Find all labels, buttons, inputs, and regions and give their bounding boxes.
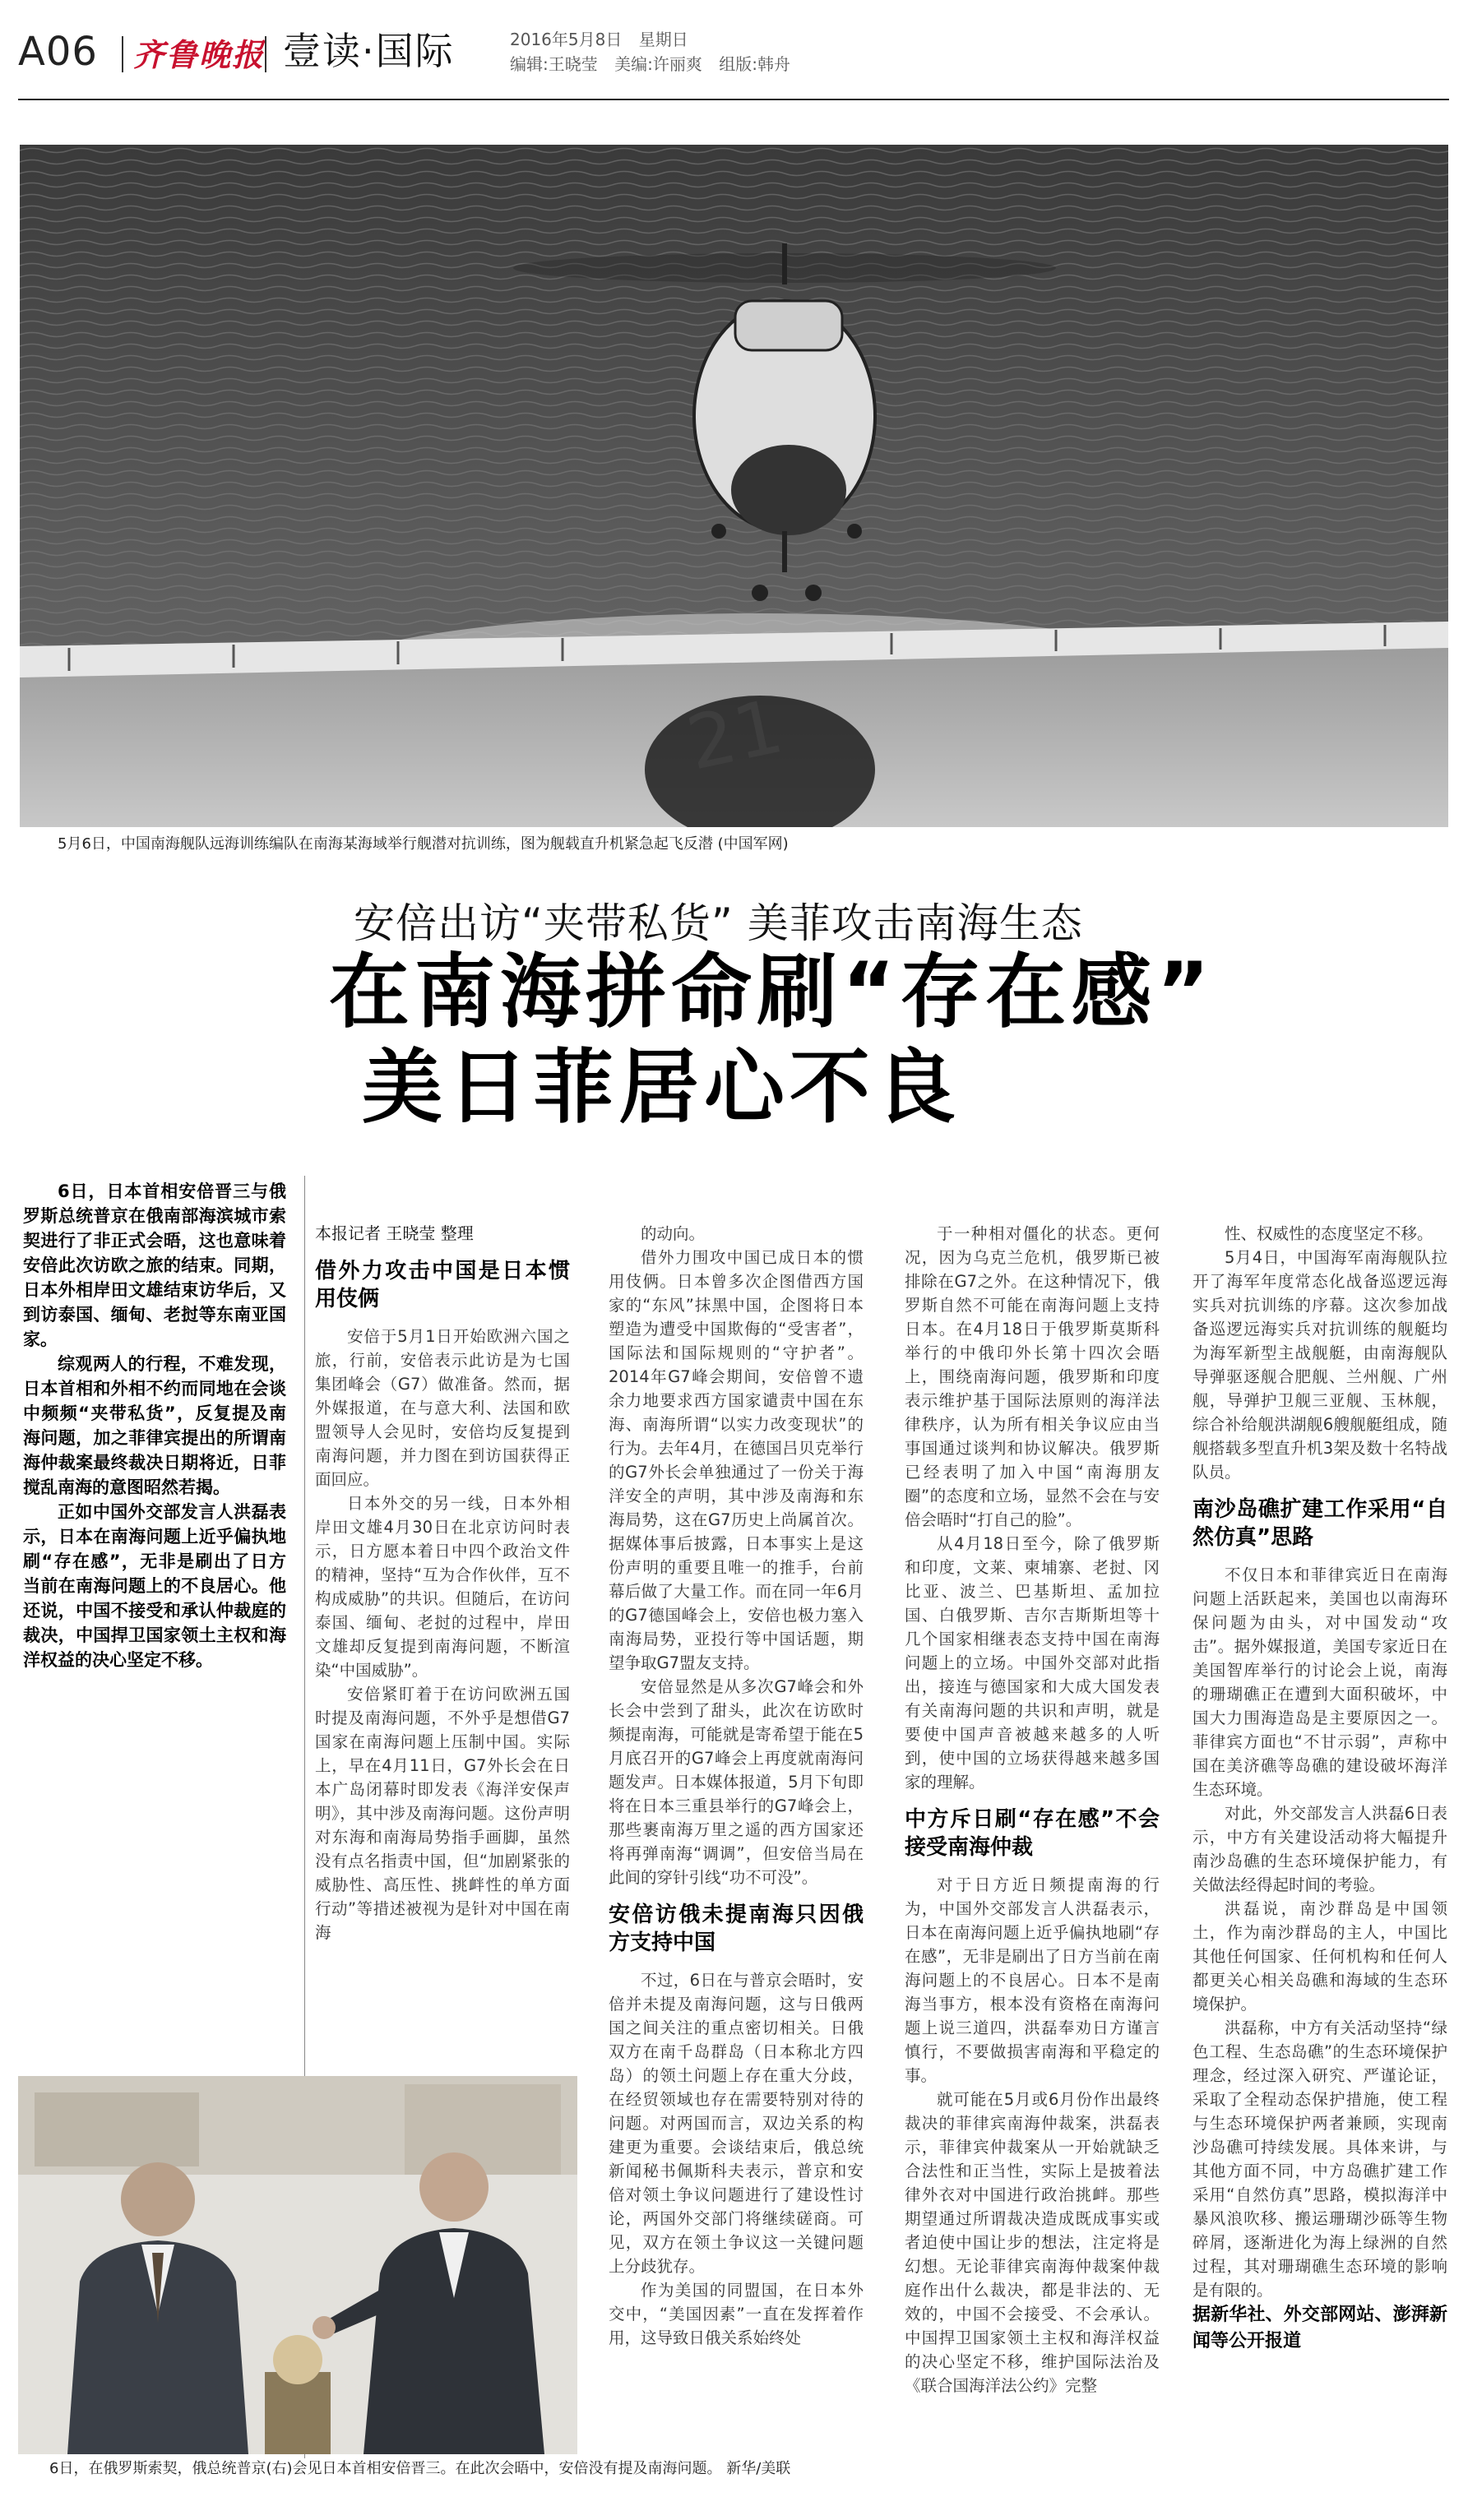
newspaper-logo: 齐鲁晚报 [133,36,266,73]
layout-editor: 组版:韩舟 [719,54,790,74]
headline-title: 在南海拼命刷“存在感” [329,946,1215,1039]
body-paragraph: 日本外交的另一线，日本外相岸田文雄4月30日在北京访问时表示，日方愿本着日中四个政治文件的精神，坚持“互为合作伙伴，互不构成威胁”的共识。但随后，在访问泰国、缅甸、老挝的过程中，岸田文雄却反复提到南海问题，不断渲染“中国威胁”。 [315,1494,570,1680]
header-divider [265,36,266,72]
body-paragraph: 对此，外交部发言人洪磊6日表示，中方有关建设活动将大幅提升南沙岛礁的生态环境保护能力，有关做法经得起时间的考验。 [1192,1804,1447,1894]
lead-paragraph: 正如中国外交部发言人洪磊表示，日本在南海问题上近乎偏执地刷“存在感”，无非是刷出了日方当前在南海问题上的不良居心。他还说，中国不接受和承认仲裁庭的裁决，中国捍卫国家领土主权和海洋权益的决心坚定不移。 [23,1502,286,1670]
header-rule [18,99,1449,100]
editor-credits [510,51,790,75]
article-column [905,1222,1160,2496]
body-paragraph: 性、权威性的态度坚定不移。 [1225,1224,1433,1243]
subheading: 借外力攻击中国是日本惯用伎俩 [315,1259,570,1311]
body-paragraph: 对于日方近日频提南海的行为，中国外交部发言人洪磊表示，日本在南海问题上近乎偏执地刷“存在感”，无非是刷出了日方当前在南海问题上的不良居心。日本不是南海当事方，根本没有资格在南海问题上说三道四，洪磊奉劝日方谨言慎行，不要做损害南海和平稳定的事。 [905,1875,1160,2085]
page-number: A06 [18,29,98,75]
body-paragraph: 安倍于5月1日开始欧洲六国之旅，行前，安倍表示此访是为七国集团峰会（G7）做准备。然而，据外媒报道，在与意大利、法国和欧盟领导人会见时，安倍均反复提到南海问题，并力图在到访国获得正面回应。 [315,1327,570,1489]
body-paragraph: 不仅日本和菲律宾近日在南海问题上活跃起来，美国也以南海环保问题为由头，对中国发动“攻击”。据外媒报道，美国专家近日在美国智库举行的讨论会上说，南海的珊瑚礁正在遭到大面积破坏，中国大力围海造岛是主要原因之一。菲律宾方面也“不甘示弱”，声称中国在美济礁等岛礁的建设破坏海洋生态环境。 [1192,1565,1447,1799]
body-paragraph: 不过，6日在与普京会晤时，安倍并未提及南海问题，这与日俄两国之间关注的重点密切相关。日俄双方在南千岛群岛（日本称北方四岛）的领土问题上存在重大分歧，在经贸领域也存在需要特别对待的问题。对两国而言，双边关系的构建更为重要。会谈结束后，俄总统新闻秘书佩斯科夫表示，普京和安倍对领土争议问题进行了建设性讨论，两国外交部门将继续磋商。可见，双方在领土争议这一关键问题上分歧犹存。 [609,1971,864,2276]
article-column [609,1222,864,2496]
body-paragraph: 安倍显然是从多次G7峰会和外长会中尝到了甜头，此次在访欧时频提南海，可能就是寄希望于能在5月底召开的G7峰会上再度就南海问题发声。日本媒体报道，5月下旬即将在日本三重县举行的G7峰会上，那些裹南海万里之遥的西方国家还将再弹南海“调调”，但安倍当局在此间的穿针引线“功不可没”。 [609,1677,864,1887]
body-paragraph: 的动向。 [641,1224,706,1243]
art-editor: 美编:许丽爽 [614,54,702,74]
helicopter-photo [20,145,1448,827]
body-paragraph: 于一种相对僵化的状态。更何况，因为乌克兰危机，俄罗斯已被排除在G7之外。在这种情况下，俄罗斯自然不可能在南海问题上支持日本。在4月18日于俄罗斯莫斯科举行的中俄印外长第十四次会晤上，围绕南海问题，俄罗斯和印度表示维护基于国际法原则的海洋法律秩序，认为所有相关争议应由当事国通过谈判和协议解决。俄罗斯已经表明了加入中国“南海朋友圈”的态度和立场，显然不会在与安倍会晤时“打自己的脸”。 [905,1224,1160,1529]
subheading: 安倍访俄未提南海只因俄方支持中国 [609,1903,864,1955]
photo-caption: 6日，在俄罗斯索契，俄总统普京(右)会见日本首相安倍晋三。在此次会晤中，安倍没有提及南海问题。 新华/美联 [49,2460,791,2477]
body-paragraph: 洪磊说，南沙群岛是中国领土，作为南沙群岛的主人，中国比其他任何国家、任何机构和任何人都更关心相关岛礁和海域的生态环境保护。 [1192,1899,1447,2014]
byline: 本报记者 王晓莹 整理 [315,1223,474,1243]
photo-caption: 5月6日，中国南海舰队远海训练编队在南海某海域举行舰潜对抗训练，图为舰载直升机紧急起飞反潜 (中国军网) [58,835,789,853]
meeting-photo [18,2076,577,2454]
body-paragraph: 借外力围攻中国已成日本的惯用伎俩。日本曾多次企图借西方国家的“东风”抹黑中国，企图将日本塑造为遭受中国欺侮的“受害者”，国际法和国际规则的“守护者”。2014年G7峰会期间，安倍曾不遗余力地要求西方国家谴责中国在东海、南海所谓“以实力改变现状”的行为。去年4月，在德国吕贝克举行的G7外长会单独通过了一份关于海洋安全的声明，其中涉及南海和东海局势，这在G7历史上尚属首次。据媒体事后披露，日本事实上是这份声明的重要且唯一的推手，台前幕后做了大量工作。而在同一年6月的G7德国峰会上，安倍也极力塞入南海局势，亚投行等中国话题，期望争取G7盟友支持。 [609,1248,864,1672]
editor: 编辑:王晓莹 [510,54,598,74]
header-divider [122,36,123,72]
headline-title: 美日菲居心不良 [362,1041,961,1135]
body-paragraph: 从4月18日至今，除了俄罗斯和印度，文莱、柬埔寨、老挝、冈比亚、波兰、巴基斯坦、孟加拉国、白俄罗斯、吉尔吉斯斯坦等十几个国家相继表态支持中国在南海问题上的立场。中国外交部对此指出，接连与德国家和大成大国发表有关南海问题的共识和声明，就是要使中国声音被越来越多的人听到，使中国的立场获得越来越多国家的理解。 [905,1534,1160,1792]
subheading: 南沙岛礁扩建工作采用“自然仿真”思路 [1192,1497,1447,1550]
article-column [315,1222,570,2052]
headline-kicker: 安倍出访“夹带私货” 美菲攻击南海生态 [354,899,1083,947]
subheading: 中方斥日刷“存在感”不会接受南海仲裁 [905,1807,1160,1860]
weekday: 星期日 [638,30,688,49]
body-paragraph: 就可能在5月或6月份作出最终裁决的菲律宾南海仲裁案，洪磊表示，菲律宾仲裁案从一开始就缺乏合法性和正当性，实际上是披着法律外衣对中国进行政治挑衅。那些期望通过所谓裁决造成既成事实或者迫使中国让步的想法，注定将是幻想。无论菲律宾南海仲裁案仲裁庭作出什么裁决，都是非法的、无效的，中国不会接受、不会承认。中国捍卫国家领土主权和海洋权益的决心坚定不移，维护国际法治及《联合国海洋法公约》完整 [905,2090,1160,2395]
body-paragraph: 作为美国的同盟国，在日本外交中，“美国因素”一直在发挥着作用，这导致日俄关系始终处 [609,2281,864,2347]
body-paragraph: 5月4日，中国海军南海舰队拉开了海军年度常态化战备巡逻远海实兵对抗训练的序幕。这次参加战备巡逻远海实兵对抗训练的舰艇均为海军新型主战舰艇，由南海舰队导弹驱逐舰合肥舰、兰州舰、广州舰，导弹护卫舰三亚舰、玉林舰，综合补给舰洪湖舰6艘舰艇组成，随舰搭载多型直升机3架及数十名特战队员。 [1192,1248,1447,1482]
lead-paragraph: 6日，日本首相安倍晋三与俄罗斯总统普京在俄南部海滨城市索契进行了非正式会晤，这也意味着安倍此次访欧之旅的结束。同期，日本外相岸田文雄结束访华后，又到访泰国、缅甸、老挝等东南亚国家。 [23,1181,286,1349]
source-credit: 据新华社、外交部网站、澎湃新闻等公开报道 [1192,2305,1447,2351]
body-paragraph: 安倍紧盯着于在访问欧洲五国时提及南海问题，不外乎是想借G7国家在南海问题上压制中国。实际上，早在4月11日，G7外长会在日本广岛闭幕时即发表《海洋安保声明》，其中涉及南海问题。这份声明对东海和南海局势指手画脚，虽然没有点名指责中国，但“加剧紧张的威胁性、高压性、挑衅性的单方面行动”等措述被视为是针对中国在南海 [315,1685,570,1942]
issue-date [510,26,688,50]
article-column [1192,1222,1447,2504]
body-paragraph: 洪磊称，中方有关活动坚持“绿色工程、生态岛礁”的生态环境保护理念，经过深入研究、严谨论证，采取了全程动态保护措施，使工程与生态环境保护两者兼顾，实现南沙岛礁可持续发展。具体来讲，与其他方面不同，中方岛礁扩建工作采用“自然仿真”思路，模拟海洋中暴风浪吹移、搬运珊瑚沙砾等生物碎屑，逐渐进化为海上绿洲的自然过程，其对珊瑚礁生态环境的影响是有限的。 [1192,2018,1447,2300]
lead-paragraph: 综观两人的行程，不难发现，日本首相和外相不约而同地在会谈中频频“夹带私货”，反复提及南海问题，加之菲律宾提出的所谓南海仲裁案最终裁决日期将近，日菲搅乱南海的意图昭然若揭。 [23,1354,286,1497]
section-title: 壹读·国际 [283,29,455,73]
date: 2016年5月8日 [510,30,623,49]
lead-paragraphs [23,1179,286,1672]
